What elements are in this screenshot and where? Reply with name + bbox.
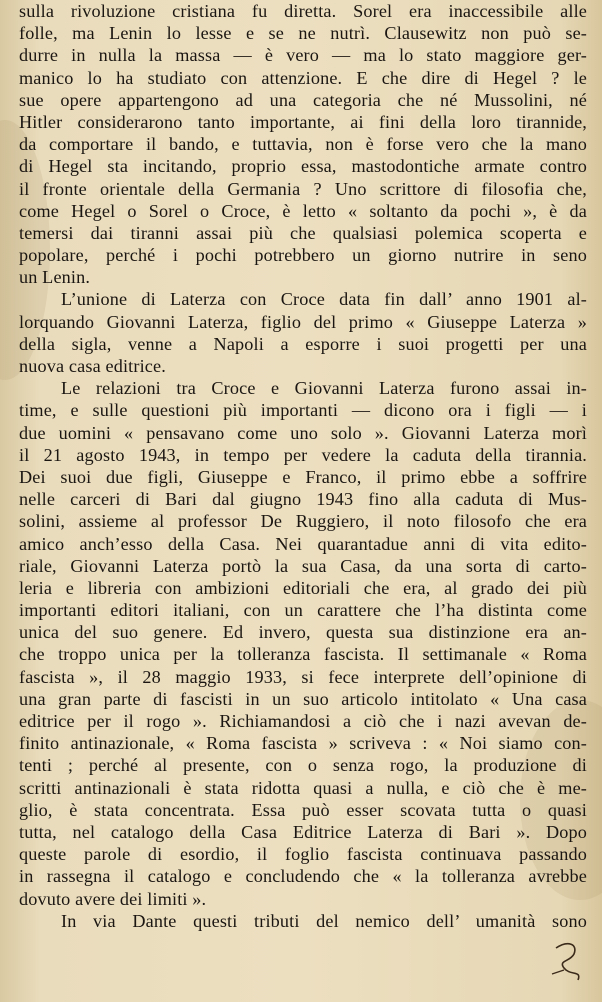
text-line: tutta, nel catalogo della Casa Editrice Laterza di Bari ». Dopo [19,821,587,842]
text-line: temersi dai tiranni assai più che qualsiasi polemica scoperta e [19,222,587,243]
text-line: Dei suoi due figli, Giuseppe e Franco, il primo ebbe a soffrire [19,466,587,487]
text-line: amico anch’esso della Casa. Nei quarantadue anni di vita edito- [19,533,587,554]
text-line: una gran parte di fascisti in un suo articolo intitolato « Una casa [19,688,587,709]
text-line: nelle carceri di Bari dal giugno 1943 fino alla caduta di Mus- [19,489,587,510]
text-line: dovuto avere dei limiti ». [19,888,207,909]
text-line: finito antinazionale, « Roma fascista » scriveva : « Noi siamo con- [19,733,587,754]
text-line: due uomini « pensavano come uno solo ». Giovanni Laterza morì [19,422,587,443]
text-line: da comportare il bando, e tuttavia, non è forse vero che la mano [19,134,587,155]
text-line: glio, è stata concentrata. Essa può esser scovata tutta o quasi [19,799,587,820]
text-line: fascista », il 28 maggio 1933, si fece interprete dell’opinione di [19,666,587,687]
text-line: unica del suo genere. Ed invero, questa sua distinzione era an- [19,622,587,643]
text-line: che troppo unica per la tolleranza fascista. Il settimanale « Roma [19,644,587,665]
text-line: popolare, perché i pochi potrebbero un giorno nutrire in seno [19,245,587,266]
text-line: editrice per il rogo ». Richiamandosi a ciò che i nazi avevan de- [19,711,587,731]
text-line: sue opere appartengono ad una categoria che né Mussolini, né [19,89,587,110]
text-line: tenti ; perché al presente, con o senza rogo, la produzione di [19,755,587,776]
text-line: un Lenin. [19,267,91,288]
text-line: manico lo ha studiato con attenzione. E che dire di Hegel ? le [19,67,587,88]
text-line: di Hegel sta incitando, proprio essa, mastodontiche armate contro [19,156,587,177]
text-line: In via Dante questi tributi del nemico dell’ umanità sono [61,910,587,931]
text-line: lorquando Giovanni Laterza, figlio del primo « Giuseppe Laterza » [19,311,587,332]
text-line: L’unione di Laterza con Croce data fin dall’ anno 1901 al- [61,289,587,310]
text-line: folle, ma Lenin lo lesse e se ne nutrì. Clausewitz non può se- [19,23,587,44]
text-line: Hitler considerarono tanto importante, ai fini della loro tirannide, [19,111,587,132]
text-line: nuova casa editrice. [19,356,166,376]
text-line: sulla rivoluzione cristiana fu diretta. Sorel era inaccessibile alle [19,1,587,21]
text-line: solini, assieme al professor De Ruggiero, il noto filosofo che era [19,511,587,532]
text-line: come Hegel o Sorel o Croce, è letto « soltanto da pochi », è da [19,200,587,221]
text-line: Le relazioni tra Croce e Giovanni Laterza furono assai in- [61,378,587,399]
text-line: importanti editori italiani, con un carattere che l’ha distinta come [19,600,587,621]
handwritten-mark-icon [548,930,588,990]
text-line: queste parole di esordio, il foglio fascista continuava passando [19,844,587,865]
text-line: in rassegna il catalogo e concludendo che « la tolleranza avrebbe [19,866,587,887]
text-line: scritti antinazionali è stata ridotta quasi a nulla, e ciò che è me- [19,777,587,798]
text-line: il fronte orientale della Germania ? Uno scrittore di filosofia che, [19,178,587,199]
text-line: durre in nulla la massa — è vero — ma lo stato maggiore ger- [19,45,587,66]
text-line: riale, Giovanni Laterza portò la sua Casa, da una sorta di carto- [19,555,587,576]
text-line: leria e libreria con ambizioni editoriali che era, al grado dei più [19,577,587,598]
text-line: time, e sulle questioni più importanti — dicono ora i figli — i [19,400,587,421]
body-text [19,0,587,932]
text-line: della sigla, venne a Napoli a esporre i suoi progetti per una [19,333,587,354]
text-line: il 21 agosto 1943, in tempo per vedere la caduta della tirannia. [19,444,587,465]
